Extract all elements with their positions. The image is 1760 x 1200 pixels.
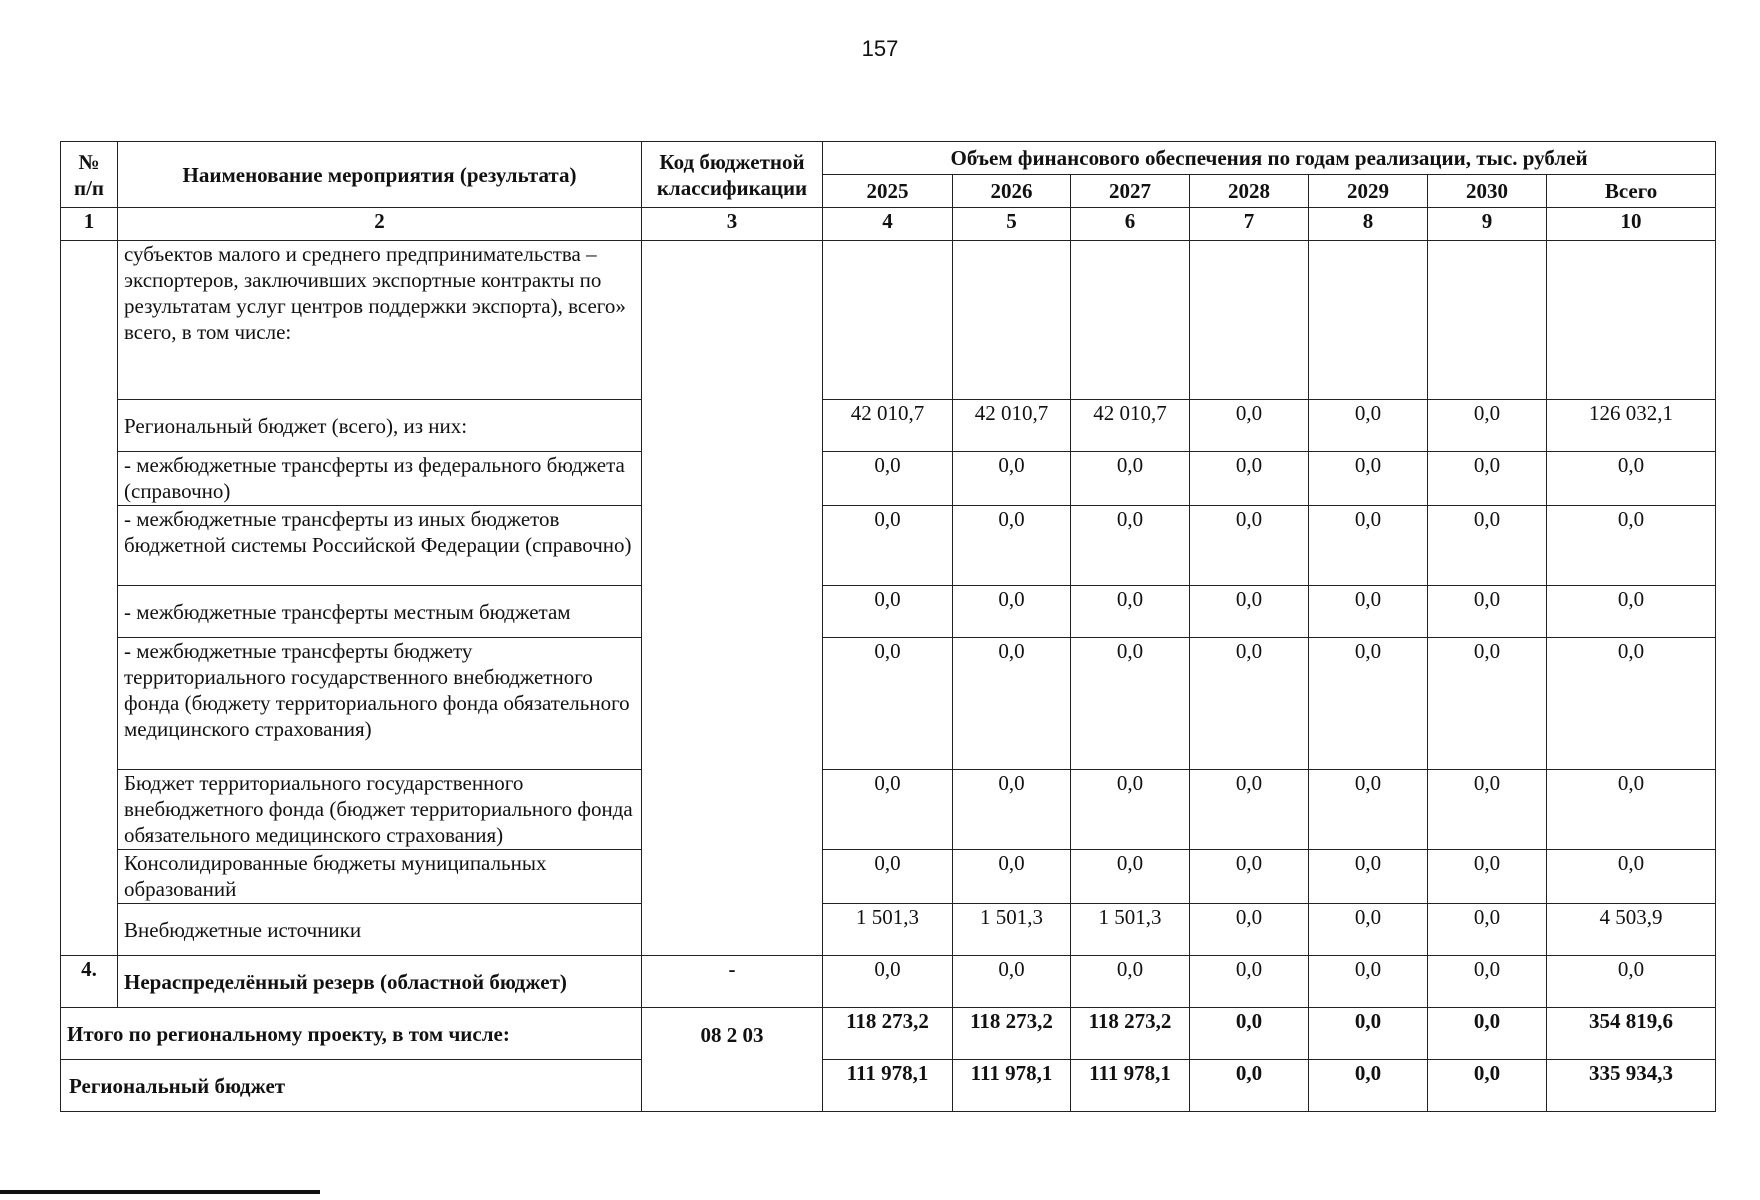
row-name: субъектов малого и среднего предпринимательства – экспортеров, заключивших экспортные контракты по результатам услуг центров поддержки экспорта), всего» всего, в том числе:: [118, 241, 642, 400]
value-cell: [1428, 241, 1547, 400]
value-cell: 111 978,1: [823, 1060, 953, 1112]
value-cell: 1 501,3: [1071, 904, 1190, 956]
column-number: 6: [1071, 208, 1190, 241]
table-row: [61, 400, 1716, 452]
header-funding: Объем финансового обеспечения по годам реализации, тыс. рублей: [823, 142, 1716, 175]
table-row: [61, 452, 1716, 506]
value-cell: 0,0: [1190, 506, 1309, 586]
value-cell: 0,0: [1547, 770, 1716, 850]
row-name: Бюджет территориального государственного внебюджетного фонда (бюджет территориального фонда обязательного медицинского страхования): [118, 770, 642, 850]
value-cell: 0,0: [1428, 586, 1547, 638]
value-cell: 0,0: [953, 452, 1071, 506]
value-cell: 335 934,3: [1547, 1060, 1716, 1112]
value-cell: 0,0: [1309, 1060, 1428, 1112]
value-cell: 0,0: [1428, 1060, 1547, 1112]
value-cell: 4 503,9: [1547, 904, 1716, 956]
value-cell: 118 273,2: [823, 1008, 953, 1060]
value-cell: 0,0: [953, 850, 1071, 904]
value-cell: 0,0: [1309, 638, 1428, 770]
column-number: 9: [1428, 208, 1547, 241]
value-cell: 111 978,1: [953, 1060, 1071, 1112]
header-year: 2025: [823, 175, 953, 208]
regional-label: Региональный бюджет: [61, 1060, 642, 1112]
value-cell: [953, 241, 1071, 400]
row-name: - межбюджетные трансферты из федерального бюджета (справочно): [118, 452, 642, 506]
row-name: Внебюджетные источники: [118, 904, 642, 956]
table-row: [61, 586, 1716, 638]
value-cell: 0,0: [953, 506, 1071, 586]
value-cell: 0,0: [1428, 850, 1547, 904]
value-cell: [1190, 241, 1309, 400]
page-number: 157: [861, 36, 899, 61]
value-cell: 0,0: [1071, 850, 1190, 904]
header-name: Наименование мероприятия (результата): [118, 142, 642, 208]
value-cell: 0,0: [1309, 586, 1428, 638]
reserve-code: -: [642, 956, 823, 1008]
value-cell: 42 010,7: [953, 400, 1071, 452]
reserve-row: [61, 956, 1716, 1008]
header-year: 2026: [953, 175, 1071, 208]
value-cell: 0,0: [823, 850, 953, 904]
header-year: 2030: [1428, 175, 1547, 208]
value-cell: 126 032,1: [1547, 400, 1716, 452]
index-cell: [61, 241, 118, 956]
value-cell: 0,0: [823, 770, 953, 850]
total-row: [61, 1008, 1716, 1060]
value-cell: 0,0: [1071, 452, 1190, 506]
value-cell: 0,0: [1428, 904, 1547, 956]
table-row: [61, 241, 1716, 400]
total-code: 08 2 03: [642, 1008, 823, 1112]
value-cell: 0,0: [1428, 1008, 1547, 1060]
value-cell: 0,0: [823, 586, 953, 638]
value-cell: 0,0: [953, 638, 1071, 770]
value-cell: 0,0: [1071, 586, 1190, 638]
value-cell: 0,0: [1428, 956, 1547, 1008]
value-cell: 0,0: [1428, 452, 1547, 506]
header-code: Код бюджетной классификации: [642, 142, 823, 208]
column-number: 8: [1309, 208, 1428, 241]
scan-edge-rule: [0, 1190, 320, 1194]
table-row: [61, 850, 1716, 904]
funding-table: [60, 141, 1716, 1112]
value-cell: 0,0: [1428, 400, 1547, 452]
column-number: 7: [1190, 208, 1309, 241]
value-cell: 0,0: [1309, 904, 1428, 956]
value-cell: 42 010,7: [823, 400, 953, 452]
header-num: № п/п: [61, 142, 118, 208]
value-cell: 0,0: [1190, 1060, 1309, 1112]
value-cell: 42 010,7: [1071, 400, 1190, 452]
reserve-name: Нераспределённый резерв (областной бюджет): [118, 956, 642, 1008]
row-name: - межбюджетные трансферты местным бюджетам: [118, 586, 642, 638]
value-cell: [1071, 241, 1190, 400]
value-cell: 0,0: [823, 638, 953, 770]
row-name: - межбюджетные трансферты из иных бюджетов бюджетной системы Российской Федерации (справочно): [118, 506, 642, 586]
value-cell: 111 978,1: [1071, 1060, 1190, 1112]
value-cell: 0,0: [1547, 850, 1716, 904]
value-cell: 118 273,2: [1071, 1008, 1190, 1060]
total-label: Итого по региональному проекту, в том числе:: [61, 1008, 642, 1060]
value-cell: 0,0: [1190, 956, 1309, 1008]
value-cell: 0,0: [1309, 850, 1428, 904]
row-name: - межбюджетные трансферты бюджету территориального государственного внебюджетного фонда (бюджету территориального фонда обязательного медицинского страхования): [118, 638, 642, 770]
value-cell: 0,0: [1071, 506, 1190, 586]
column-number: 3: [642, 208, 823, 241]
column-number: 10: [1547, 208, 1716, 241]
value-cell: 0,0: [1071, 956, 1190, 1008]
reserve-index: 4.: [61, 956, 118, 1008]
value-cell: 0,0: [1547, 506, 1716, 586]
value-cell: 0,0: [1428, 506, 1547, 586]
value-cell: 0,0: [1190, 770, 1309, 850]
header-year: 2027: [1071, 175, 1190, 208]
value-cell: 0,0: [1190, 1008, 1309, 1060]
column-number: 4: [823, 208, 953, 241]
code-cell: [642, 241, 823, 956]
value-cell: [823, 241, 953, 400]
value-cell: 0,0: [1071, 638, 1190, 770]
value-cell: 0,0: [823, 956, 953, 1008]
value-cell: 0,0: [953, 770, 1071, 850]
value-cell: 0,0: [1190, 904, 1309, 956]
column-number: 5: [953, 208, 1071, 241]
regional-budget-row: [61, 1060, 1716, 1112]
column-number: 2: [118, 208, 642, 241]
value-cell: 118 273,2: [953, 1008, 1071, 1060]
value-cell: 0,0: [823, 452, 953, 506]
value-cell: 0,0: [1190, 638, 1309, 770]
value-cell: 1 501,3: [823, 904, 953, 956]
value-cell: 0,0: [1309, 770, 1428, 850]
row-name: Региональный бюджет (всего), из них:: [118, 400, 642, 452]
table-row: [61, 770, 1716, 850]
value-cell: 0,0: [953, 586, 1071, 638]
value-cell: 0,0: [1309, 400, 1428, 452]
value-cell: 0,0: [1547, 452, 1716, 506]
table-row: [61, 904, 1716, 956]
value-cell: 0,0: [1309, 506, 1428, 586]
value-cell: 0,0: [1309, 1008, 1428, 1060]
value-cell: 0,0: [1190, 400, 1309, 452]
value-cell: [1547, 241, 1716, 400]
value-cell: 354 819,6: [1547, 1008, 1716, 1060]
value-cell: 0,0: [1071, 770, 1190, 850]
value-cell: 0,0: [953, 956, 1071, 1008]
value-cell: 1 501,3: [953, 904, 1071, 956]
value-cell: 0,0: [823, 506, 953, 586]
header-year: 2028: [1190, 175, 1309, 208]
value-cell: 0,0: [1190, 586, 1309, 638]
column-number-row: [61, 208, 1716, 241]
header-year: 2029: [1309, 175, 1428, 208]
value-cell: 0,0: [1190, 850, 1309, 904]
value-cell: 0,0: [1309, 452, 1428, 506]
value-cell: 0,0: [1309, 956, 1428, 1008]
value-cell: [1309, 241, 1428, 400]
header-total: Всего: [1547, 175, 1716, 208]
value-cell: 0,0: [1190, 452, 1309, 506]
table-row: [61, 638, 1716, 770]
value-cell: 0,0: [1547, 638, 1716, 770]
value-cell: 0,0: [1428, 770, 1547, 850]
column-number: 1: [61, 208, 118, 241]
value-cell: 0,0: [1547, 956, 1716, 1008]
table-row: [61, 506, 1716, 586]
value-cell: 0,0: [1428, 638, 1547, 770]
header-row-1: [61, 142, 1716, 175]
value-cell: 0,0: [1547, 586, 1716, 638]
row-name: Консолидированные бюджеты муниципальных образований: [118, 850, 642, 904]
